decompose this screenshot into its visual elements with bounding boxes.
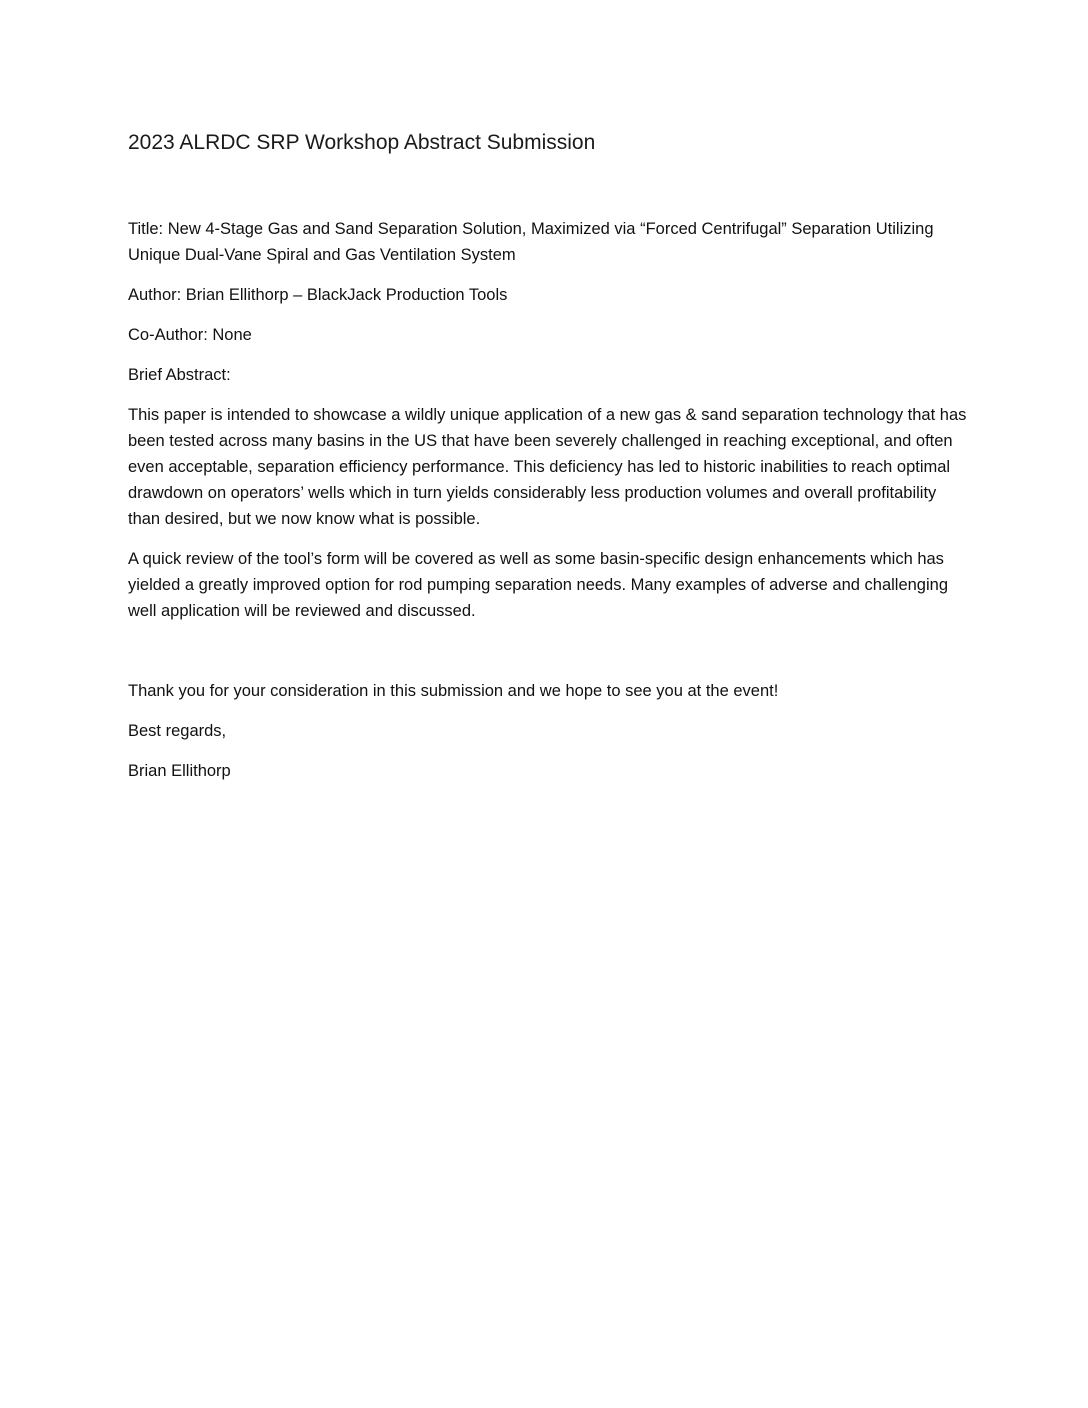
author-line: Author: Brian Ellithorp – BlackJack Production Tools (128, 286, 508, 304)
signature-name: Brian Ellithorp (128, 762, 231, 780)
thank-you-line: Thank you for your consideration in this submission and we hope to see you at the event! (128, 682, 779, 700)
brief-abstract-label: Brief Abstract: (128, 366, 231, 384)
paper-title: Title: New 4-Stage Gas and Sand Separation Solution, Maximized via “Forced Centrifugal” Separation Utilizing Unique Dual-Vane Spiral and Gas Ventilation System (128, 220, 934, 264)
closing-line: Best regards, (128, 722, 227, 740)
abstract-paragraph: This paper is intended to showcase a wildly unique application of a new gas & sand separation technology that has been tested across many basins in the US that have been severely challenged in reaching exceptional, and often even acceptable, separation efficiency performance. This deficiency has led to historic inabilities to reach optimal drawdown on operators’ wells which in turn yields considerably less production volumes and overall profitability than desired, but we now know what is possible. (128, 406, 967, 528)
document-body (128, 128, 968, 784)
coauthor-line: Co-Author: None (128, 326, 252, 344)
document-heading: 2023 ALRDC SRP Workshop Abstract Submission (128, 131, 596, 154)
abstract-paragraph: A quick review of the tool’s form will be covered as well as some basin-specific design enhancements which has yielded a greatly improved option for rod pumping separation needs. Many examples of adverse and challenging well application will be reviewed and discussed. (128, 550, 948, 620)
